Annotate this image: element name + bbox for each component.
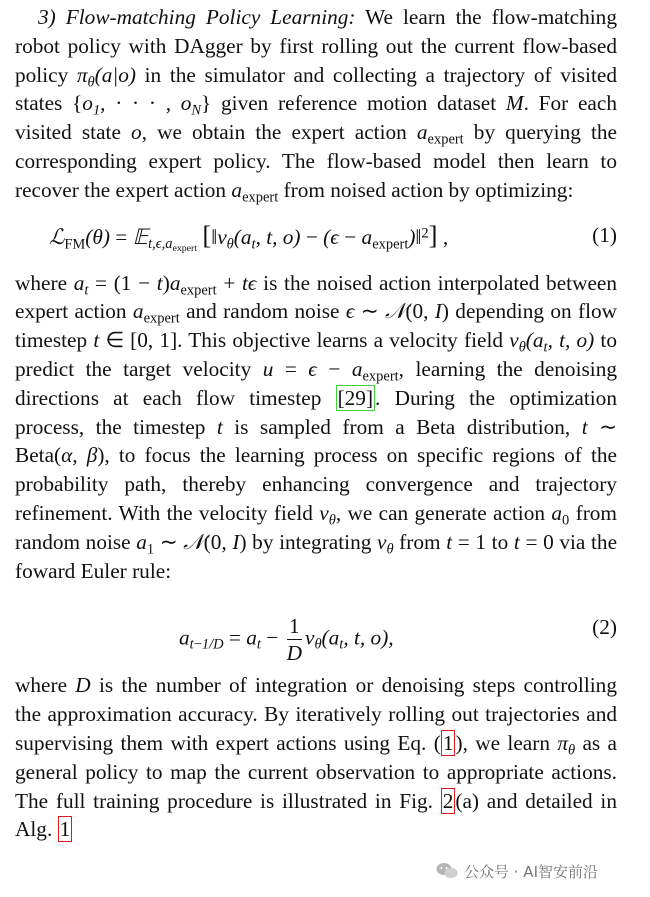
text: , learning the denoising directions at each flow timestep (15, 356, 617, 410)
text: and random noise (179, 299, 346, 324)
text: depending on flow timestep (15, 299, 618, 353)
text: is sampled from a Beta distribution, (222, 414, 582, 439)
text: from noised action by optimizing: (278, 177, 574, 202)
equation-2 (15, 591, 617, 666)
text: , to focus the learning process on specific regions of the probability path, thereby enhancing convergence and trajectory refinement. With the velocity field (15, 443, 617, 525)
math-vtheta: $v_\theta$ (319, 500, 336, 529)
section-heading: 3) Flow-matching Policy Learning: (38, 5, 356, 29)
text: to (486, 529, 514, 554)
watermark (430, 858, 604, 884)
math-t1: t = 1 (446, 529, 487, 554)
math-a0: $a_0$ (551, 500, 570, 529)
math-velocity: $v_\theta(a_t$, t, o) (509, 328, 595, 356)
watermark-text: 公众号 · AI智安前沿 (464, 862, 598, 881)
text: (a) and detailed in Alg. (15, 788, 617, 842)
text: . For each visited state (15, 91, 617, 145)
text: We learn the flow-matching robot policy with DAgger by first rolling out the current flow-based policy (15, 5, 617, 87)
math-t0: t = 0 (513, 529, 554, 554)
equation-ref-link[interactable]: 1 (442, 730, 454, 755)
math-D: D (75, 673, 91, 698)
text: in the simulator and collecting a trajectory of visited states (15, 62, 617, 116)
text: is the number of integration or denoising steps controlling the approximation accuracy. By iteratively rolling out trajectories and supervising them with expert actions using Eq. ( (15, 673, 617, 755)
text: . This objective learns a velocity field (177, 328, 510, 353)
equation-1-body: ℒ$_{FM}$(θ) = 𝔼$_{t,\epsilon,a_{expert}}$ [$‖v_\theta(a_t$, t, $o) - (\epsilon - a_{expert})‖^2$] , (49, 219, 449, 254)
math-interp: $a_t = (1 - t)a_{expert} + t\epsilon$ (73, 270, 257, 298)
paragraph-euler (15, 671, 617, 844)
text: where (15, 270, 74, 295)
text: as a general policy to map the current observation to appropriate actions. The full training procedure is illustrated in Fig. (15, 730, 618, 813)
math-policy: $\pi_\theta(a|o)$ (76, 62, 136, 90)
math-state: o (131, 120, 142, 145)
text: to predict the target velocity (15, 328, 617, 381)
math-beta: t ∼ Beta(α, β) (15, 414, 617, 468)
text: by integrating (246, 529, 377, 554)
text: from random noise (15, 500, 618, 554)
math-aexpert: $a_{expert}$ (416, 120, 464, 148)
text: , we can generate action (335, 500, 552, 525)
text: by querying the corresponding expert policy. The flow-based model then learn to recover the expert action (15, 120, 617, 202)
wechat-icon (436, 862, 458, 880)
math-states: {$o_1$, · · · , $o_N$} (72, 91, 212, 119)
text: from (393, 529, 447, 554)
paragraph-flow-matching (15, 3, 617, 205)
text: where (15, 673, 76, 698)
math-a1: $a_1$ ∼ 𝒩(0, I) (136, 529, 247, 558)
text: via the foward Euler rule: (15, 529, 618, 583)
text: given reference motion dataset (211, 91, 506, 116)
equation-number: (2) (592, 615, 617, 640)
math-vtheta: $v_\theta$ (377, 529, 394, 558)
text: . During the optimization process, the timestep (15, 385, 617, 439)
equation-2-body: $a_{t-1/D} = a_t$ − $\frac{1}{D}$ $v_\theta(a_t$, t, o), (179, 614, 394, 666)
text: ), we learn (455, 730, 558, 755)
citation-link[interactable]: [29] (337, 385, 374, 410)
math-pi: $\pi_\theta$ (557, 730, 576, 759)
algorithm-ref-link[interactable]: 1 (59, 817, 71, 842)
math-timestep: t ∈ [0, 1] (93, 328, 178, 353)
paragraph-objective (15, 269, 617, 586)
figure-ref-link[interactable]: 2 (442, 788, 454, 813)
math-aexpert: $a_{expert}$ (132, 299, 180, 327)
text: is the noised action interpolated between expert action (15, 270, 617, 324)
equation-1 (15, 211, 617, 263)
math-t: t (216, 414, 223, 439)
equation-number: (1) (592, 222, 617, 247)
paper-body (15, 3, 617, 844)
text: , we obtain the expert action (141, 120, 417, 145)
math-dataset: M (505, 91, 524, 116)
math-target: $u = \epsilon - a_{expert}$ (262, 356, 399, 385)
math-noise: ϵ ∼ 𝒩(0, I) (345, 299, 449, 324)
math-aexpert: $a_{expert}$ (231, 177, 279, 206)
